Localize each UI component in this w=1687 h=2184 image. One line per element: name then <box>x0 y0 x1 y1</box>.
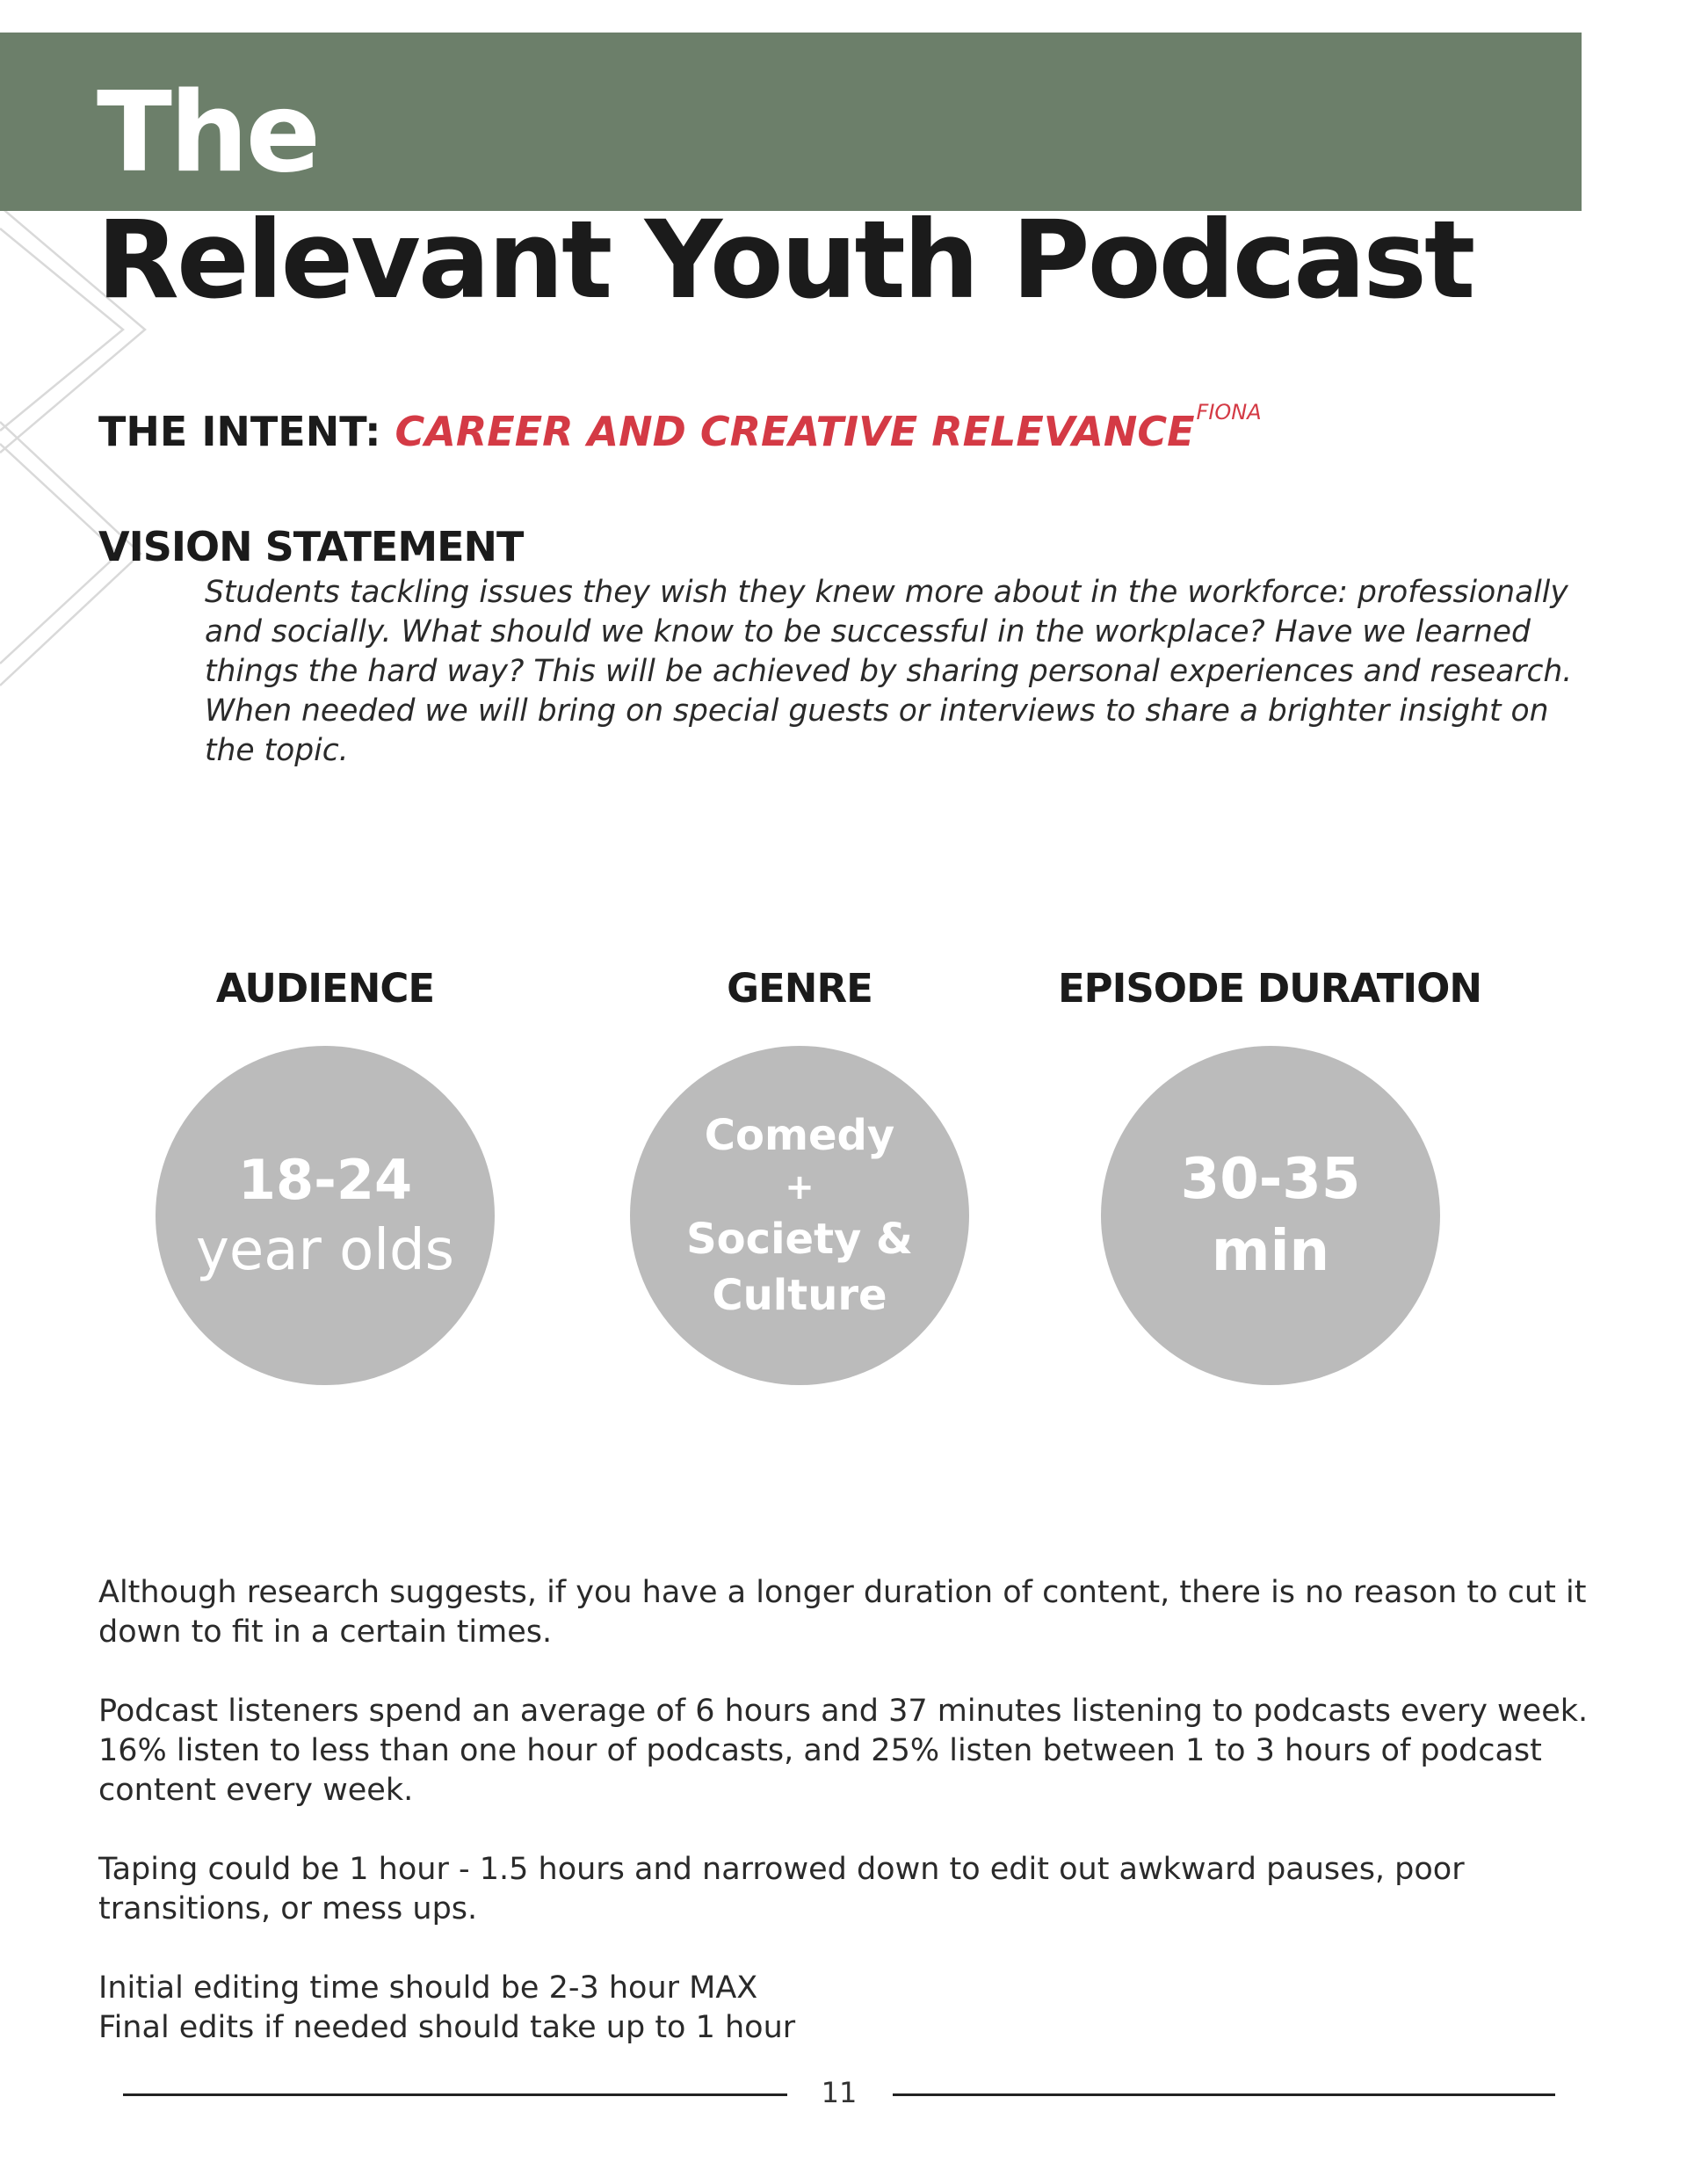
genre-label: GENRE <box>727 965 872 1012</box>
body-paragraph-3: Taping could be 1 hour - 1.5 hours and narrowed down to edit out awkward pauses, poor transitions, or mess ups. <box>98 1852 1465 1926</box>
body-paragraph-5: Final edits if needed should take up to 1 hour <box>98 2010 796 2045</box>
duration-unit: min <box>1211 1219 1330 1284</box>
genre-plus: + <box>785 1167 815 1208</box>
duration-circle <box>1101 1046 1440 1385</box>
intent-author: FIONA <box>1196 400 1262 424</box>
body-paragraph-2: Podcast listeners spend an average of 6 hours and 37 minutes listening to podcasts every week. 16% listen to less than one hour of podcasts, and 25% listen between 1 to 3 hours of podcast content every week. <box>98 1694 1589 1808</box>
body-paragraph-4: Initial editing time should be 2-3 hour MAX <box>98 1970 758 2006</box>
vision-text: Students tackling issues they wish they knew more about in the workforce: professionally and socially. What should we know to be successful in the workplace? Have we learned things the hard way? This will be achieved by sharing personal experiences and research. When needed we will bring on special guests or interviews to share a brighter insight on the topic. <box>205 575 1573 768</box>
vision-heading: VISION STATEMENT <box>98 523 524 570</box>
genre-circle <box>630 1046 969 1385</box>
audience-circle <box>156 1046 495 1385</box>
genre-line1: Comedy <box>704 1111 895 1160</box>
genre-line3: Culture <box>712 1271 887 1320</box>
duration-label: EPISODE DURATION <box>1057 965 1482 1012</box>
page-title-line1: The <box>97 68 319 197</box>
body-text <box>98 1573 1592 2048</box>
page-title-line2: Relevant Youth Podcast <box>97 198 1473 323</box>
footer-rule-left <box>123 2093 787 2096</box>
duration-value: 30-35 <box>1180 1147 1361 1212</box>
genre-line2: Society & <box>686 1215 913 1264</box>
body-paragraph-1: Although research suggests, if you have a longer duration of content, there is no reason to cut it down to fit in a certain times. <box>98 1575 1587 1650</box>
audience-value: 18-24 <box>237 1148 413 1212</box>
footer-rule-right <box>893 2093 1555 2096</box>
intent-label: THE INTENT: <box>98 408 381 455</box>
audience-label: AUDIENCE <box>215 965 435 1012</box>
intent-value: CAREER AND CREATIVE RELEVANCE <box>395 408 1195 455</box>
audience-unit: year olds <box>195 1218 455 1283</box>
intent-heading <box>98 401 1262 454</box>
page-number: 11 <box>821 2076 858 2109</box>
